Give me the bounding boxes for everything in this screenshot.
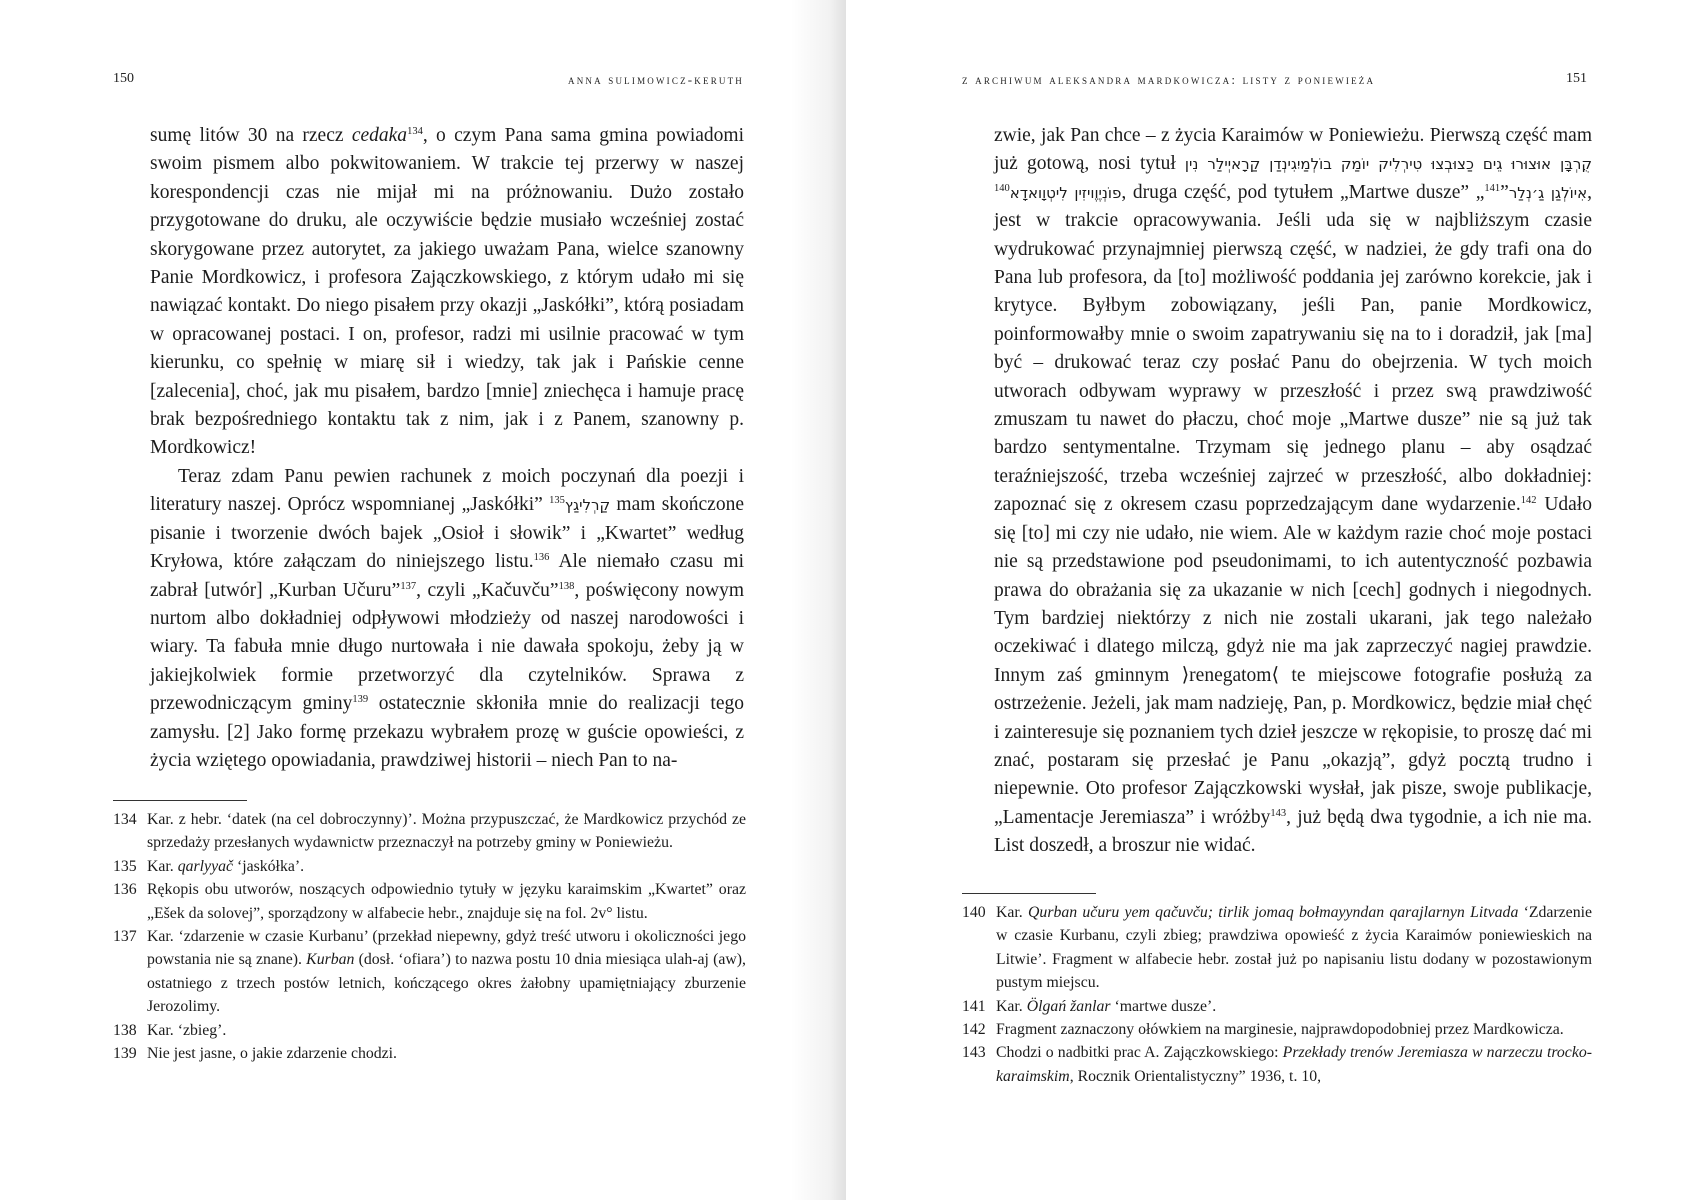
footnote-text: Nie jest jasne, o jakie zdarzenie chodzi. [147, 1045, 398, 1063]
footnote-rule [962, 893, 1096, 894]
footnote-number: 134 [113, 811, 137, 828]
paragraph: sumę litów 30 na rzecz cedaka$^{134}$, o czym Pana sama gmina powiadomi swoim pismem albo pokwitowaniem. W trakcie tej przerwy w naszej korespondencji czas nie mijał mi na próżnowaniu. Dużo zostało przygotowane do druku, ale oczywiście będzie musiało wcześniej zostać skorygowane przez autorytet, za jakiego uważam Pana, wielce szanowny Panie Mordkowicz, i profesora Zajączkowskiego, z którym udało mi się nawiązać kontakt. Do niego pisałem przy okazji „Jaskółki”, którą posiadam w opracowanej postaci. I on, profesor, radzi mi usilnie pracować w tym kierunku, co spełnię w miarę sił i wiedzy, tak jak i Pańskie cenne [zalecenia], choć, jak mu pisałem, bardzo [mnie] zniechęca i hamuje pracę brak bezpośredniego kontaktu tak z nim, jak i z Panem, szanowny p. Mordkowicz! [150, 125, 745, 459]
paragraph: zwie, jak Pan chce – z życia Karaimów w Poniewieżu. Pierwszą część mam już gotową, nosi tytuł קֻרְבָּן אוּצוּרוּ גֵים כַצוּבְצוּ טִירְלִיק יוֹמַק בוֹלְמַיִגִינְדַן קַרָאיְילַר נִין פוֹנְיֶוֶויזִין לִיטְוָואדָא$^{140}$ , druga część, pod tytułem „Martwe dusze” „ אִיוֹלְגַן גַ׳נְלַר”$^{141}$ , jest w trakcie opracowywania. Jeśli uda się w najbliższym czasie wydrukować przynajmniej pierwszą część, w nadziei, że gdy trafi ona do Pana lub profesora, da [to] możliwość poddania jej zarówno korekcie, jak i krytyce. Byłbym zobowiązany, jeśli Pan, panie Mordkowicz, poinformowałby mnie o swoim zapatrywaniu się na to i doradził, jak [ma] być – drukować teraz czy posłać Panu do obejrzenia. W tych moich utworach odbywam wyprawy w przeszłość i przez swą prawdziwość zmuszam tu nawet do płaczu, choć moje „Martwe dusze” nie są już tak bardzo sentymentalne. Trzymam się jednego planu – aby osądzać teraźniejszość, trzeba wcześniej zajrzeć w przeszłość, albo dokładniej: zapoznać się z okresem czasu poprzedzającym dane wydarzenie.$^{142}$ Udało się [to] mi czy nie udało, nie wiem. Ale w każdym razie choć moje postaci nie są przedstawione pod pseudonimami, to ich autentyczność pozbawia prawa do obrażania się za ukazanie w nich [cech] godnych i niegodnych. Tym bardziej niektórzy z nich nie zostali ukarani, jak tego należało oczekiwać i dlatego milczą, gdyż nie ma jak zaprzeczyć nagiej prawdzie. Innym zaś gminnym ⟩renegatom⟨ te miejscowe fotografie posłużą za ostrzeżenie. Jeżeli, jak mam nadzieję, Pan, p. Mordkowicz, będzie miał chęć i zainteresuje się poznaniem tych dzieł jeszcze w rękopisie, to proszę dać mi znać, postaram się przesłać je Panu „okazją”, gdyż pocztą trudno i niepewnie. Oto profesor Zajączkowski wysłał, jak pisze, swoje publikacje, „Lamentacje Jeremiasza” i wróżby$^{143}$, już będą dwa tygodnie, a ich nie ma. List doszedł, a broszur nie widać. [994, 125, 1593, 857]
right-page [846, 0, 1692, 1200]
footnote-number: 137 [113, 928, 137, 946]
footnote-text: Kar. ‘zbieg’. [147, 1021, 227, 1039]
footnote [113, 1019, 746, 1042]
footnote [113, 855, 746, 878]
footnote [962, 1041, 1592, 1088]
footnotes [113, 808, 746, 1065]
footnote-number: 140 [962, 904, 986, 921]
footnote [113, 1042, 746, 1065]
footnote-number: 139 [113, 1045, 137, 1063]
footnotes [962, 901, 1592, 1088]
footnote-text: Kar. z hebr. ‘datek (na cel dobroczynny)’. Można przypuszczać, że Mardkowicz przychód ze sprzedaży przesłanych wydawnictw przeznaczył na potrzeby gminy w Poniewieżu. [147, 811, 746, 852]
main-text [150, 122, 744, 775]
footnote [113, 925, 746, 1019]
footnote-rule [113, 800, 247, 801]
footnote-number: 136 [113, 881, 137, 899]
footnote-number: 141 [962, 997, 986, 1015]
footnote-text: Kar. qarlyyač ‘jaskółka’. [147, 857, 305, 875]
footnote-number: 135 [113, 857, 137, 875]
footnote-number: 138 [113, 1021, 137, 1039]
footnote [113, 878, 746, 925]
footnote-text: Rękopis obu utworów, noszących odpowiednio tytuły w języku karaimskim „Kwartet” oraz „Ešek da solovej”, sporządzony w alfabecie hebr., znajduje się na fol. 2v° listu. [147, 881, 746, 922]
page-number: 150 [113, 71, 134, 86]
page-number: 151 [1566, 71, 1587, 86]
main-text [994, 122, 1592, 861]
running-head: z archiwum aleksandra mardkowicza: listy z poniewieża [962, 72, 1376, 87]
gutter-shadow [790, 0, 846, 1200]
footnote-number: 142 [962, 1021, 986, 1039]
footnote [962, 995, 1592, 1018]
footnote-text: Chodzi o nadbitki prac A. Zajączkowskiego: Przekłady trenów Jeremiasza w narzeczu trocko-karaimskim, Rocznik Orientalistyczny” 1936, t. 10, [996, 1044, 1592, 1085]
footnote-text: Kar. ‘zdarzenie w czasie Kurbanu’ (przekład niepewny, gdyż treść utworu i okoliczności jego powstania nie są znane). Kurban (dosł. ‘ofiara’) to nazwa postu 10 dnia miesiąca ulah-aj (aw), ostatniego z trzech postów letnich, kończącego okres żałobny upamiętniający zburzenie Jerozolimy. [147, 928, 746, 1016]
footnote-text: Fragment zaznaczony ołówkiem na marginesie, najprawdopodobniej przez Mardkowicza. [996, 1021, 1564, 1039]
footnote [962, 901, 1592, 995]
footnote [113, 808, 746, 855]
footnote-text: Kar. Qurban učuru yem qačuvču; tirlik jomaq bołmayyndan qarajlarnyn Litvada ‘Zdarzenie w czasie Kurbanu, czyli zbieg; prawdziwa opowieść z życia Karaimów poniewieskich na Litwie’. Fragment w alfabecie hebr. został już po napisaniu listu dodany w pozostawionym pustym miejscu. [996, 904, 1592, 992]
footnote-text: Kar. Ölgań žanlar ‘martwe dusze’. [996, 997, 1217, 1015]
footnote [962, 1018, 1592, 1041]
footnote-number: 143 [962, 1044, 986, 1062]
paragraph: Teraz zdam Panu pewien rachunek z moich poczynań dla poezji i literatury naszej. Oprócz wspomnianej „Jaskółki” קַרְלִיגַץ$^{135}$ mam skończone pisanie i tworzenie dwóch bajek „Osioł i słowik” i „Kwartet” według Kryłowa, które załączam do niniejszego listu.$^{136}$ Ale niemało czasu mi zabrał [utwór] „Kurban Učuru”$^{137}$, czyli „Kačuvču”$^{138}$, poświęcony nowym nurtom albo dokładniej odpływowi młodzieży od naszej narodowości i wiary. Ta fabuła mnie długo nurtowała i nie dawała spokoju, żeby ją w jakiejkolwiek formie przetworzyć dla czytelników. Sprawa z przewodniczącym gminy$^{139}$ ostatecznie skłoniła mnie do realizacji tego zamysłu. [2] Jako formę przekazu wybrałem prozę w guście opowieści, z życia wziętego opowiadania, prawdziwej historii – niech Pan to na- [150, 465, 744, 771]
running-head: anna sulimowicz-keruth [568, 72, 744, 87]
